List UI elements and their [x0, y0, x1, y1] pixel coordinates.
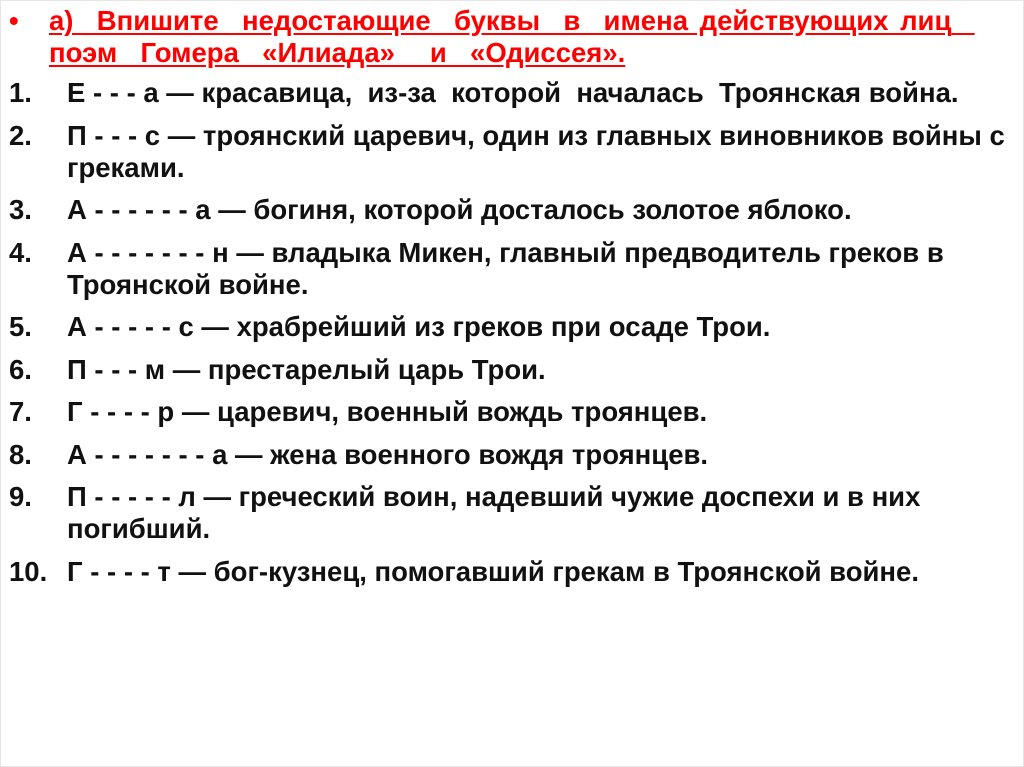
item-text: А - - - - - с — храбрейший из греков при осаде Трои.	[67, 311, 771, 342]
list-item	[9, 354, 1009, 386]
list-item	[9, 194, 1009, 226]
list-item	[9, 311, 1009, 343]
item-text: П - - - - - л — греческий воин, надевший чужие доспехи и в них погибший.	[67, 481, 929, 544]
list-item	[9, 396, 1009, 428]
item-number: 4.	[9, 236, 32, 268]
list-item	[9, 77, 1009, 109]
item-text: А - - - - - - - а — жена военного вождя троянцев.	[67, 438, 709, 470]
item-text: Е - - - а — красавица, из-за которой началась Троянская война.	[67, 77, 959, 108]
task-heading	[9, 5, 1009, 69]
item-number: 3.	[9, 194, 32, 225]
heading-bullet: •	[9, 5, 19, 36]
item-text: П - - - с — троянский царевич, один из главных виновников войны с греками.	[67, 119, 1013, 183]
list-item	[9, 119, 1013, 184]
item-number: 7.	[9, 396, 32, 427]
list-item	[9, 439, 1009, 471]
item-number: 8.	[9, 438, 32, 470]
item-text: П - - - м — престарелый царь Трои.	[67, 353, 546, 385]
item-number: 5.	[9, 311, 32, 342]
item-number: 6.	[9, 353, 32, 385]
item-text: А - - - - - - - н — владыка Микен, главный предводитель греков в Троянской войне.	[67, 236, 952, 300]
item-text: Г - - - - р — царевич, военный вождь троянцев.	[67, 396, 708, 427]
item-number: 10.	[9, 555, 48, 587]
item-number: 9.	[9, 481, 32, 512]
list-item	[9, 237, 1009, 301]
character-list	[9, 77, 1013, 598]
item-text: Г - - - - т — бог-кузнец, помогавший грекам в Троянской войне.	[67, 555, 919, 587]
list-item	[9, 481, 1009, 545]
item-text: А - - - - - - а — богиня, которой досталось золотое яблоко.	[67, 194, 852, 225]
heading-text: а) Впишите недостающие буквы в имена действующих лиц поэм Гомера «Илиада» и «Одиссея».	[49, 5, 975, 68]
list-item	[9, 556, 1009, 588]
item-number: 2.	[9, 119, 32, 151]
item-number: 1.	[9, 77, 32, 108]
